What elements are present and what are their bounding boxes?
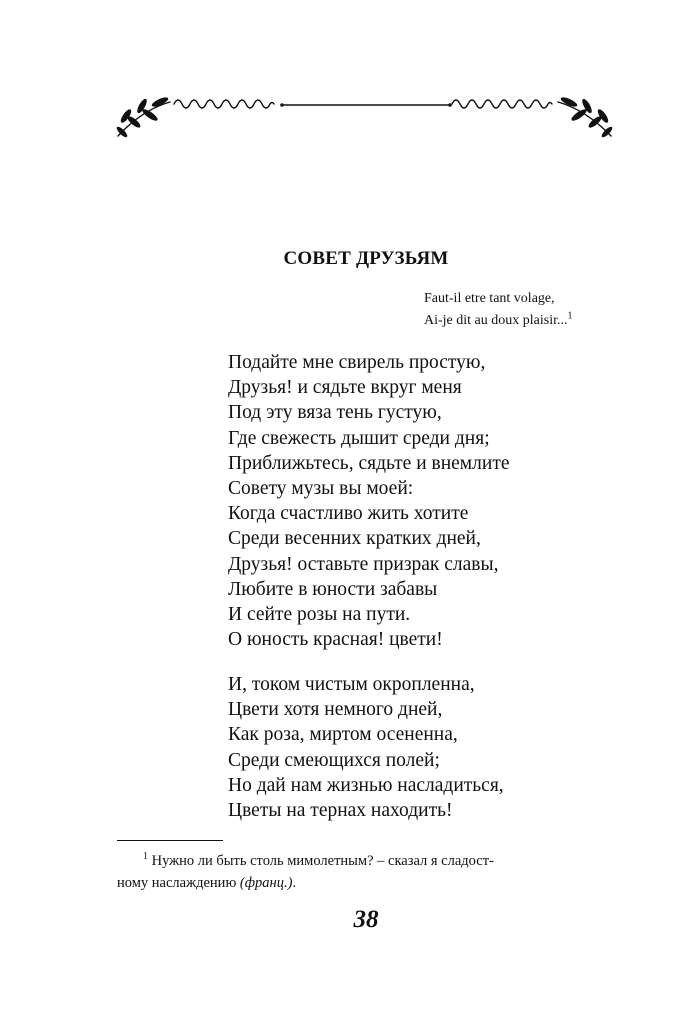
footnote-text-2: ному наслаждению [117, 875, 240, 891]
verse-line: Среди смеющихся полей; [228, 749, 440, 771]
stanza-2 [228, 672, 648, 823]
stanza-1 [228, 350, 648, 652]
footnote-period: . [292, 875, 297, 891]
verse-line: И, током чистым окропленна, [228, 674, 475, 695]
floral-divider-icon [112, 88, 617, 146]
footnote-reference: 1 [567, 310, 573, 322]
footnote [117, 850, 617, 894]
footnote-text-1: Нужно ли быть столь мимолетным? – сказал я сладост- [151, 853, 494, 869]
verse-line: Подайте мне свирель простую, [228, 352, 486, 373]
footnote-divider [117, 840, 223, 841]
epigraph-line-2 [424, 310, 654, 332]
verse-line: И сейте розы на пути. [228, 604, 411, 626]
verse-line: Совету музы вы моей: [228, 478, 414, 500]
verse-line: Друзья! и сядьте вкруг меня [228, 377, 462, 399]
page-number: 38 [353, 906, 379, 933]
verse-line: Цвети хотя немного дней, [228, 699, 443, 721]
epigraph [424, 288, 654, 332]
verse-line: Как роза, миртом осененна, [228, 724, 458, 746]
verse-line: Приближьтесь, сядьте и внемлите [228, 452, 510, 474]
footnote-language-note: (франц.) [239, 875, 293, 891]
verse-line: Под эту вяза тень густую, [228, 402, 442, 424]
verse-line: Среди весенних кратких дней, [228, 528, 481, 550]
epigraph-line-1: Faut-il etre tant volage, [424, 291, 555, 306]
epigraph-line-2-text: Ai-je dit au doux plaisir... [424, 313, 568, 328]
verse-line: Друзья! оставьте призрак славы, [228, 553, 499, 575]
verse-line: О юность красная! цвети! [228, 629, 443, 651]
verse-line: Когда счастливо жить хотите [228, 503, 469, 525]
verse-line: Но дай нам жизнью насладиться, [228, 774, 504, 796]
footnote-marker: 1 [143, 851, 148, 863]
footnote-line-1 [117, 850, 617, 872]
verse-line: Где свежесть дышит среди дня; [228, 427, 490, 449]
footnote-line-2 [117, 872, 617, 894]
poem-title: СОВЕТ ДРУЗЬЯМ [283, 248, 449, 269]
verse-line: Цветы на тернах находить! [228, 800, 453, 822]
verse-line: Любите в юности забавы [228, 578, 438, 600]
